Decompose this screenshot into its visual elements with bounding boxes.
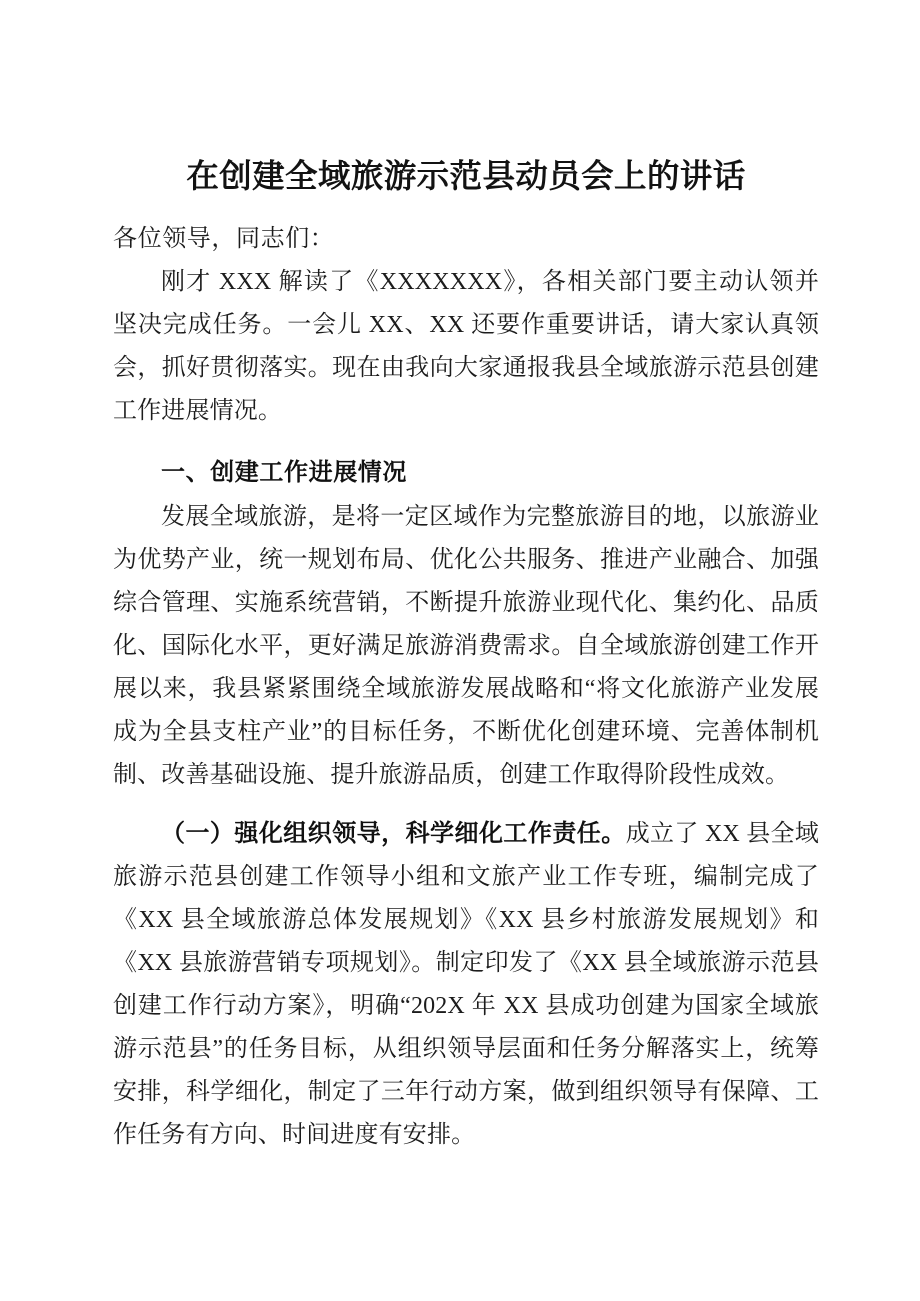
page-title: 在创建全域旅游示范县动员会上的讲话 — [186, 158, 746, 194]
subsection-1-1-body: 成立了 XX 县全域旅游示范县创建工作领导小组和文旅产业工作专班，编制完成了《XX 县全域旅游总体发展规划》《XX 县乡村旅游发展规划》和《XX 县旅游营销专项规划》。制定印发了《XX 县全域旅游示范县创建工作行动方案》，明确“202X 年 XX 县成功创建为国家全域旅游示范县”的任务目标，从组织领导层面和任务分解落实上，统筹安排，科学细化，制定了三年行动方案，做到组织领导有保障、工作任务有方向、时间进度有安排。 — [113, 820, 819, 1148]
intro-paragraph: 刚才 XXX 解读了《XXXXXXX》，各相关部门要主动认领并坚决完成任务。一会儿 XX、XX 还要作重要讲话，请大家认真领会，抓好贯彻落实。现在由我向大家通报我县全域旅游示范县创建工作进展情况。 — [113, 268, 819, 424]
subsection-1-1 — [113, 797, 819, 1157]
section-1-body-paragraph: 发展全域旅游，是将一定区域作为完整旅游目的地，以旅游业为优势产业，统一规划布局、优化公共服务、推进产业融合、加强综合管理、实施系统营销，不断提升旅游业现代化、集约化、品质化、国际化水平，更好满足旅游消费需求。自全域旅游创建工作开展以来，我县紧紧围绕全域旅游发展战略和“将文化旅游产业发展成为全县支柱产业”的目标任务，不断优化创建环境、完善体制机制、改善基础设施、提升旅游品质，创建工作取得阶段性成效。 — [113, 503, 819, 788]
subsection-1-1-lead-in: （一）强化组织领导，科学细化工作责任。 — [161, 820, 626, 847]
document-body — [113, 0, 819, 1157]
salutation-line: 各位领导，同志们： — [113, 225, 335, 252]
section-heading-1: 一、创建工作进展情况 — [161, 458, 407, 486]
